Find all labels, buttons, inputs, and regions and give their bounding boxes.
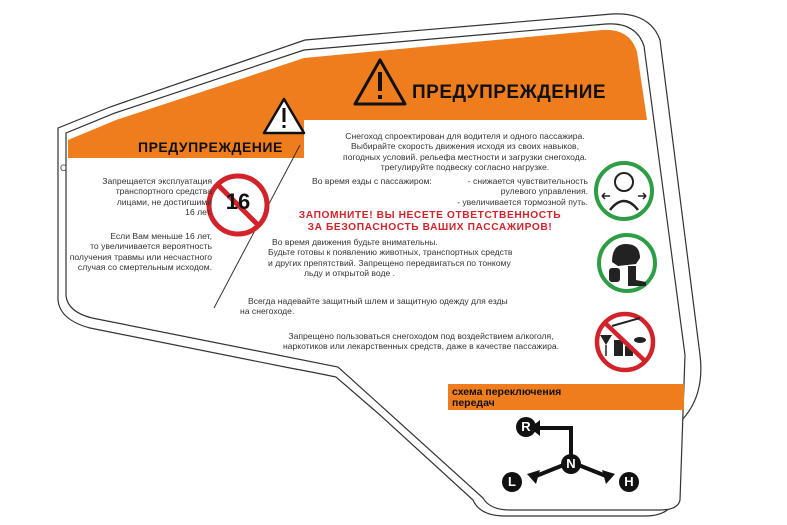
helmet-gear-icon <box>599 235 655 291</box>
side-mark: O <box>60 163 68 173</box>
gear-letter-n: N <box>561 454 581 474</box>
gear-title: схема переключения передач <box>452 386 562 409</box>
left-warning-title: ПРЕДУПРЕЖДЕНИЕ <box>138 139 283 155</box>
attention-text: Во время движения будьте внимательны. Будьте готовы к появлению животных, транспортных средств и других препятствий. Запрещено передвигаться по тонкому льду и открытой воде . <box>268 237 513 279</box>
left-text-age-limit: Запрещается эксплуатация транспортного средства лицами, не достигшими 16 лет. <box>102 176 212 218</box>
left-text-risk: Если Вам меньше 16 лет, то увеличивается вероятность получения травмы или несчастного случая со смертельным исходом. <box>69 231 212 273</box>
no-alcohol-drugs-icon <box>597 314 653 370</box>
gear-letter-r: R <box>516 417 536 437</box>
age-badge: 16 <box>225 189 251 214</box>
right-header-band <box>304 30 647 120</box>
remember-warning: ЗАПОМНИТЕ! ВЫ НЕСЕТЕ ОТВЕТСТВЕННОСТЬ ЗА БЕЗОПАСНОСТЬ ВАШИХ ПАССАЖИРОВ! <box>298 210 562 233</box>
alcohol-text: Запрещено пользоваться снегоходом под воздействием алкоголя, наркотиков или лекарственных средств, даже в качестве пассажира. <box>282 331 560 352</box>
passenger-items: - снижается чувствительность рулевого управления. - увеличивается тормозной путь. <box>457 176 588 207</box>
right-warning-title: ПРЕДУПРЕЖДЕНИЕ <box>412 82 607 103</box>
gear-letter-h: H <box>619 472 639 492</box>
helmet-text: Всегда надевайте защитный шлем и защитную одежду для езды на снегоходе. <box>240 296 508 317</box>
passenger-lead: Во время езды с пассажиром: <box>312 176 432 186</box>
intro-text: Снегоход спроектирован для водителя и одного пассажира. Выбирайте скорость движения исходя из своих навыков, погодных условий. рельефа местности и загрузки снегохода. трегулируйте подвеску согласно нагрузке. <box>343 131 587 173</box>
gear-letter-l: L <box>502 472 522 492</box>
